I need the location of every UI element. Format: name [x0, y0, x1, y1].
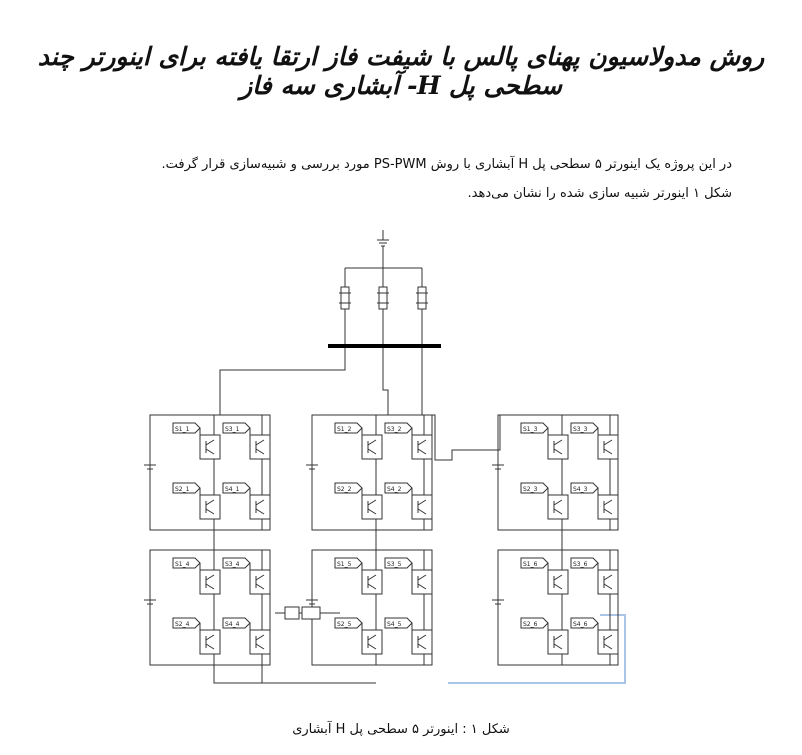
igbt-switch [598, 495, 618, 519]
gate-signal-tag [571, 483, 598, 493]
source-components [339, 287, 428, 309]
gate-label: S3_2 [387, 426, 402, 433]
igbt-switch [200, 495, 220, 519]
gate-signal-tag [571, 558, 598, 568]
gate-signal-tag [173, 558, 200, 568]
gate-signal-tag [385, 558, 412, 568]
gate-label: S3_1 [225, 426, 240, 433]
gate-signal-tag [223, 618, 250, 628]
gate-signal-tag [385, 483, 412, 493]
gate-label: S1_1 [175, 426, 190, 433]
igbt-switch [412, 630, 432, 654]
igbt-switch [250, 570, 270, 594]
igbt-switch [548, 570, 568, 594]
gate-label: S4_5 [387, 621, 402, 628]
gate-label: S2_3 [523, 486, 538, 493]
gate-label: S4_1 [225, 486, 240, 493]
gate-signal-tag [521, 618, 548, 628]
gate-signal-tag [571, 618, 598, 628]
inverter-circuit-figure [130, 225, 650, 695]
igbt-switch [598, 570, 618, 594]
ground-symbol [345, 230, 422, 268]
gate-label: S4_3 [573, 486, 588, 493]
gate-label: S2_6 [523, 621, 538, 628]
gate-signal-tag [223, 483, 250, 493]
gate-label: S3_6 [573, 561, 588, 568]
gate-signal-tag [223, 558, 250, 568]
igbt-switch [548, 495, 568, 519]
igbt-switch [250, 495, 270, 519]
gate-signal-tag [335, 618, 362, 628]
gate-signal-tag [173, 423, 200, 433]
igbt-switch [200, 435, 220, 459]
igbt-switch [548, 630, 568, 654]
gate-label: S4_6 [573, 621, 588, 628]
igbt-switch [250, 630, 270, 654]
gate-label: S2_4 [175, 621, 190, 628]
igbt-switch [412, 435, 432, 459]
igbt-switch [250, 435, 270, 459]
gate-label: S1_2 [337, 426, 352, 433]
igbt-switch [200, 630, 220, 654]
neutral-link [214, 665, 376, 683]
gate-signal-tag [521, 483, 548, 493]
h-bridge-cell [306, 415, 432, 530]
h-bridge-cell [144, 550, 270, 665]
h-bridge-cell [306, 550, 432, 665]
gate-signal-tag [521, 558, 548, 568]
gate-label: S4_2 [387, 486, 402, 493]
gate-signal-tag [223, 423, 250, 433]
gate-signal-tag [385, 423, 412, 433]
igbt-switch [200, 570, 220, 594]
gate-signal-tag [173, 483, 200, 493]
circuit-diagram [130, 225, 650, 695]
measurement-blocks [275, 607, 340, 619]
igbt-switch [598, 435, 618, 459]
gate-label: S3_4 [225, 561, 240, 568]
gate-signal-tag [335, 558, 362, 568]
gate-label: S3_3 [573, 426, 588, 433]
h-bridge-cell [492, 415, 618, 530]
gate-signal-tag [571, 423, 598, 433]
h-bridge-cell [492, 550, 618, 665]
igbt-switch [412, 495, 432, 519]
gate-signal-tag [521, 423, 548, 433]
gate-label: S1_5 [337, 561, 352, 568]
paragraph-line-2: شکل ۱ اینورتر شبیه سازی شده را نشان می‌دهد. [467, 186, 732, 201]
gate-signal-tag [173, 618, 200, 628]
gate-label: S2_1 [175, 486, 190, 493]
igbt-switch [412, 570, 432, 594]
figure-caption: شکل ۱ : اینورتر ۵ سطحی پل H آبشاری [292, 722, 510, 737]
gate-signal-tag [335, 423, 362, 433]
gate-label: S2_5 [337, 621, 352, 628]
igbt-switch [362, 630, 382, 654]
paragraph-line-1: در این پروژه یک اینورتر ۵ سطحی پل H آبشاری با روش PS-PWM مورد بررسی و شبیه‌سازی قرار گرفت. [161, 157, 732, 172]
igbt-switch [362, 495, 382, 519]
gate-label: S1_6 [523, 561, 538, 568]
gate-signal-tag [335, 483, 362, 493]
gate-label: S1_3 [523, 426, 538, 433]
gate-label: S1_4 [175, 561, 190, 568]
igbt-switch [598, 630, 618, 654]
igbt-switch [362, 570, 382, 594]
gate-label: S2_2 [337, 486, 352, 493]
document-title: روش مدولاسیون پهنای پالس با شیفت فاز ارتقا یافته برای اینورتر چند سطحی پل H- آبشاری سه فاز [37, 42, 765, 100]
h-bridge-cell [144, 415, 270, 530]
igbt-switch [548, 435, 568, 459]
gate-label: S4_4 [225, 621, 240, 628]
intro-paragraph [52, 150, 732, 208]
gate-label: S3_5 [387, 561, 402, 568]
gate-signal-tag [385, 618, 412, 628]
load-bus-bar [328, 344, 441, 348]
igbt-switch [362, 435, 382, 459]
